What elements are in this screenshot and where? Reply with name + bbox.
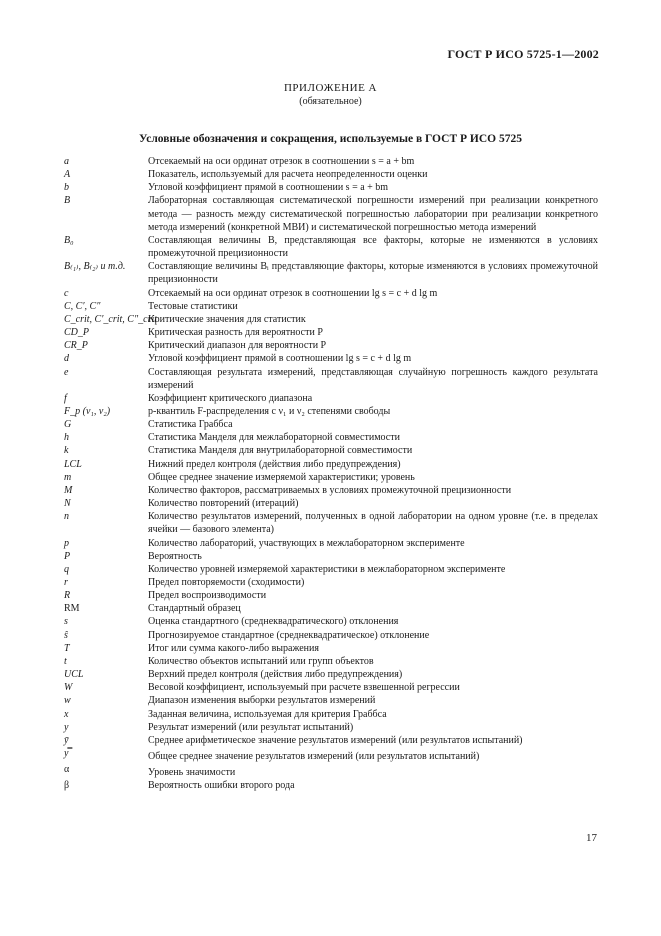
symbol: b [64,182,69,194]
list-item [64,458,598,471]
symbol: n [64,511,69,523]
definition: Диапазон изменения выборки результатов измерений [148,695,376,707]
symbols-list [64,155,598,793]
list-item [64,339,598,352]
symbol: B [64,195,71,207]
list-item [64,260,598,286]
list-item [64,708,598,721]
list-item [64,444,598,457]
symbol: e [64,366,69,378]
definition: Заданная величина, используемая для критерия Граббса [148,708,387,720]
symbol: w [64,695,71,707]
definition: Прогнозируемое стандартное (среднеквадратическое) отклонение [148,629,430,641]
definition: Весовой коэффициент, используемый при расчете взвешенной регрессии [148,682,460,694]
list-item [64,300,598,313]
list-item [64,734,598,747]
list-item [64,763,598,779]
list-item [64,629,598,642]
list-item [64,681,598,694]
list-item [64,392,598,405]
list-item [64,642,598,655]
list-item [64,405,598,418]
symbol: P [64,550,71,562]
list-item [64,168,598,181]
list-item [64,589,598,602]
list-item [64,668,598,681]
definition: Количество объектов испытаний или групп объектов [148,655,374,667]
symbol: R [64,590,71,602]
definition: Составляющая результата измерений, представляющая случайную погрешность каждого результата измерений [148,366,598,391]
symbol: c [64,287,69,299]
list-item [64,418,598,431]
list-item [64,550,598,563]
symbol: t [64,655,67,667]
symbol: y [64,721,69,733]
symbol: m [64,471,72,483]
symbol: N [64,498,71,510]
symbol: G [64,419,72,431]
symbol: p [64,537,69,549]
list-item [64,313,598,326]
definition: Количество уровней измеряемой характеристики в межлабораторном эксперименте [148,563,506,575]
definition: Количество результатов измерений, полученных в одной лаборатории на одном уровне (т.е. в пределах ячейки — базового элемента) [148,511,598,536]
list-item [64,537,598,550]
list-item [64,602,598,615]
standard-code-header: ГОСТ Р ИСО 5725-1—2002 [447,47,599,61]
list-item [64,576,598,589]
definition: Статистика Манделя для внутрилабораторной совместимости [148,445,413,457]
definition: Вероятность ошибки второго рода [148,780,295,792]
symbol: B₍₁₎, B₍₂₎ и т.д. [64,261,126,273]
symbol: r [64,577,68,588]
symbol: β [64,780,70,792]
definition: Отсекаемый на оси ординат отрезок в соотношении s = a + bm [148,156,415,167]
list-item [64,655,598,668]
definition: Общее среднее значение измеряемой характеристики; уровень [148,471,415,483]
symbol: f [64,392,67,404]
definition: Вероятность [148,550,202,562]
list-item [64,721,598,734]
symbol: CD_P [64,327,89,339]
symbol: q [64,563,69,575]
definition: Отсекаемый на оси ординат отрезок в соотношении lg s = c + d lg m [148,287,438,299]
symbol: x [64,708,69,720]
definition: Нижний предел контроля (действия либо предупреждения) [148,458,401,470]
page-number: 17 [586,832,597,844]
symbol: h [64,432,69,444]
list-item [64,563,598,576]
symbol: M [64,484,73,496]
list-item [64,497,598,510]
definition: Результат измерений (или результат испытаний) [148,721,354,733]
symbol: y̿ [64,748,69,760]
definition: Тестовые статистики [148,300,238,312]
symbol: ŝ [64,629,68,641]
symbol: LCL [64,458,82,470]
definition: Количество лабораторий, участвующих в межлабораторном эксперименте [148,537,465,549]
list-item [64,366,598,392]
definition: Критические значения для статистик [148,313,306,325]
list-item [64,234,598,260]
symbol: F_p (ν₁, ν₂) [64,405,111,417]
definition: Угловой коэффициент прямой в соотношении s = a + bm [148,182,389,194]
symbol: RM [64,603,80,615]
definition: Предел повторяемости (сходимости) [148,577,305,588]
definition: Количество факторов, рассматриваемых в условиях промежуточной прецизионности [148,484,512,496]
definition: p-квантиль F-распределения с ν₁ и ν₂ степенями свободы [148,405,391,417]
definition: Среднее арифметическое значение результатов измерений (или результатов испытаний) [148,734,523,746]
definition: Количество повторений (итераций) [148,498,299,510]
definition: Стандартный образец [148,603,241,615]
list-item [64,194,598,233]
list-item [64,287,598,300]
definition: Составляющая величины B, представляющая все факторы, которые не изменяются в условиях промежуточной прецизионности [148,234,598,260]
list-item [64,747,598,763]
symbol: CR_P [64,340,88,352]
symbol: a [64,156,69,167]
symbol: T [64,642,70,654]
definition: Показатель, используемый для расчета неопределенности оценки [148,169,428,181]
symbol: C_crit, C′_crit, C″_crit [64,313,158,325]
symbol: C, C′, C″ [64,300,101,312]
list-item [64,779,598,792]
definition: Критическая разность для вероятности P [148,327,323,339]
definition: Критический диапазон для вероятности P [148,340,327,352]
symbol: A [64,169,71,181]
definition: Уровень значимости [148,767,236,779]
symbol: k [64,445,69,457]
list-item [64,352,598,365]
list-item [64,326,598,339]
list-item [64,484,598,497]
definition: Верхний предел контроля (действия либо предупреждения) [148,669,403,681]
definition: Оценка стандартного (среднеквадратического) отклонения [148,616,399,628]
definition: Итог или сумма какого-либо выражения [148,642,319,654]
symbol: B₀ [64,234,74,246]
definition: Статистика Манделя для межлабораторной совместимости [148,432,400,444]
symbol: UCL [64,669,84,681]
symbol: s [64,616,68,628]
section-title: Условные обозначения и сокращения, используемые в ГОСТ Р ИСО 5725 [139,133,522,145]
list-item [64,155,598,168]
definition: Статистика Граббса [148,419,233,431]
list-item [64,181,598,194]
definition: Лабораторная составляющая систематической погрешности измерений при реализации конкретного метода — разность между систематической погрешностью лаборатории при реализации конкретного метода измерений (конкретной МВИ) и систематической погрешностью метода измерений [148,195,598,233]
definition: Предел воспроизводимости [148,590,267,602]
list-item [64,694,598,707]
symbol: d [64,353,69,365]
appendix-subtitle: (обязательное) [299,96,362,107]
definition: Составляющие величины Bᵢ представляющие факторы, которые изменяются в условиях промежуточной прецизионности [148,261,598,286]
symbol: α [64,764,70,776]
symbol: W [64,682,73,694]
list-item [64,615,598,628]
list-item [64,431,598,444]
symbol: ȳ [64,734,69,746]
list-item [64,510,598,536]
definition: Коэффициент критического диапазона [148,392,313,404]
list-item [64,471,598,484]
definition: Общее среднее значение результатов измерений (или результатов испытаний) [148,751,480,763]
appendix-title: ПРИЛОЖЕНИЕ А [283,82,377,94]
definition: Угловой коэффициент прямой в соотношении lg s = c + d lg m [148,353,412,365]
